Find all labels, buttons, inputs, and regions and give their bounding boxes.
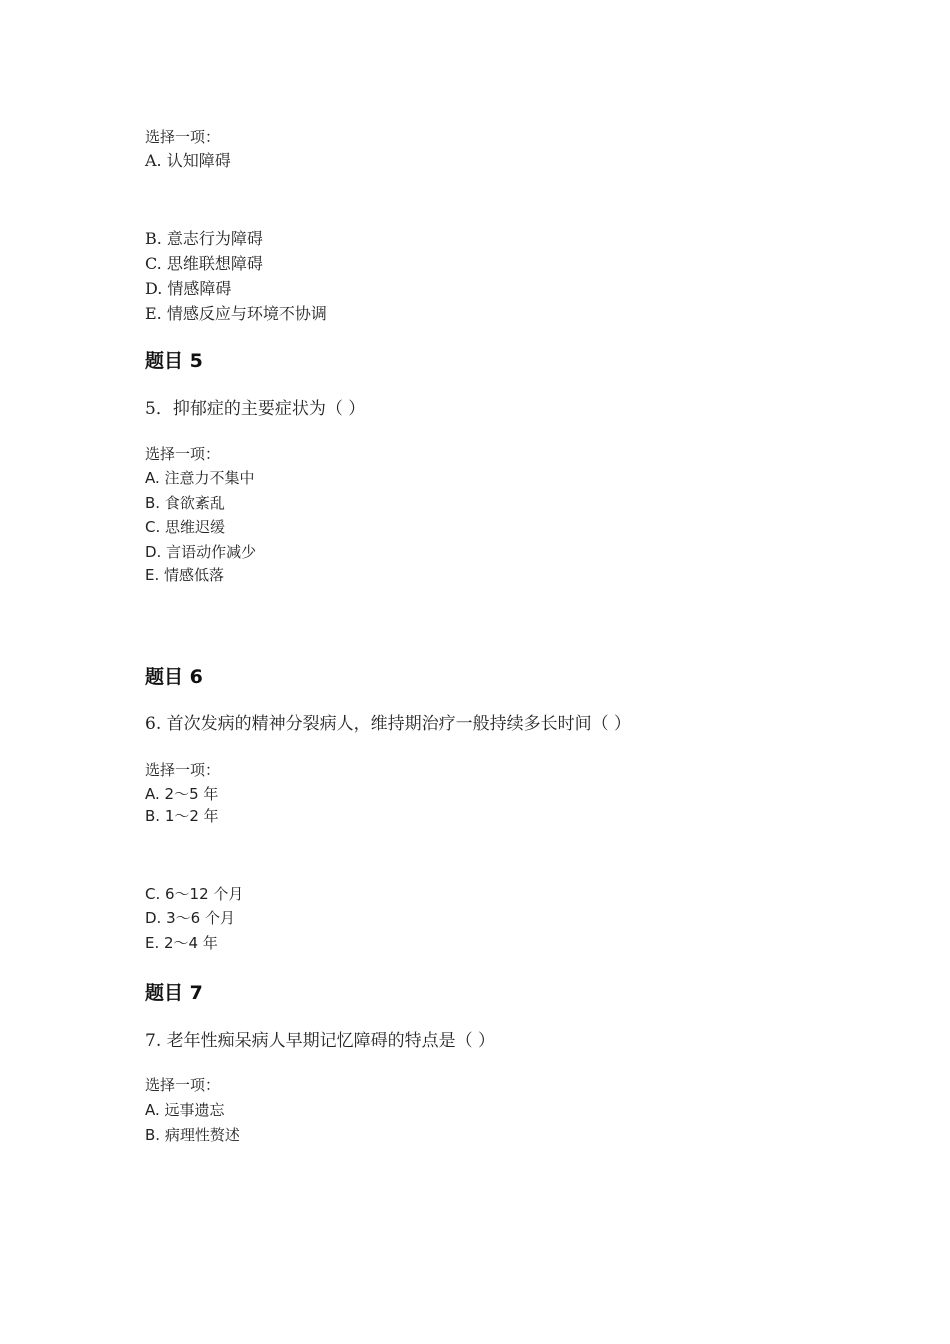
q4-option-b[interactable]: B. 意志行为障碍 <box>145 229 263 248</box>
q7-question-text: 7. 老年性痴呆病人早期记忆障碍的特点是（ ） <box>145 1031 496 1051</box>
q4-option-d[interactable]: D. 情感障碍 <box>145 279 232 298</box>
q5-question-text: 5．抑郁症的主要症状为（ ） <box>145 399 366 419</box>
q7-select-prompt: 选择一项： <box>145 1076 221 1094</box>
q7-heading: 题目 7 <box>145 982 203 1004</box>
q5-option-c[interactable]: C. 思维迟缓 <box>145 518 226 536</box>
q6-option-c[interactable]: C. 6～12 个月 <box>145 885 244 903</box>
q6-option-b[interactable]: B. 1～2 年 <box>145 807 219 825</box>
q6-select-prompt: 选择一项： <box>145 761 221 779</box>
q5-option-b[interactable]: B. 食欲紊乱 <box>145 494 225 512</box>
q4-option-c[interactable]: C. 思维联想障碍 <box>145 254 263 273</box>
q6-option-a[interactable]: A. 2～5 年 <box>145 785 219 803</box>
q7-option-b[interactable]: B. 病理性赘述 <box>145 1126 240 1144</box>
q6-option-e[interactable]: E. 2～4 年 <box>145 934 218 952</box>
q5-option-e[interactable]: E. 情感低落 <box>145 566 225 584</box>
q5-option-d[interactable]: D. 言语动作减少 <box>145 543 257 561</box>
q6-option-d[interactable]: D. 3～6 个月 <box>145 909 235 927</box>
q4-select-prompt: 选择一项： <box>145 128 221 146</box>
q5-option-a[interactable]: A. 注意力不集中 <box>145 469 255 487</box>
q5-heading: 题目 5 <box>145 350 203 372</box>
q4-option-e[interactable]: E. 情感反应与环境不协调 <box>145 304 327 323</box>
q6-heading: 题目 6 <box>145 666 203 688</box>
q6-question-text: 6. 首次发病的精神分裂病人，维持期治疗一般持续多长时间（ ） <box>145 714 632 734</box>
q4-option-a[interactable]: A. 认知障碍 <box>145 151 231 170</box>
q5-select-prompt: 选择一项： <box>145 445 221 463</box>
q7-option-a[interactable]: A. 远事遗忘 <box>145 1101 225 1119</box>
